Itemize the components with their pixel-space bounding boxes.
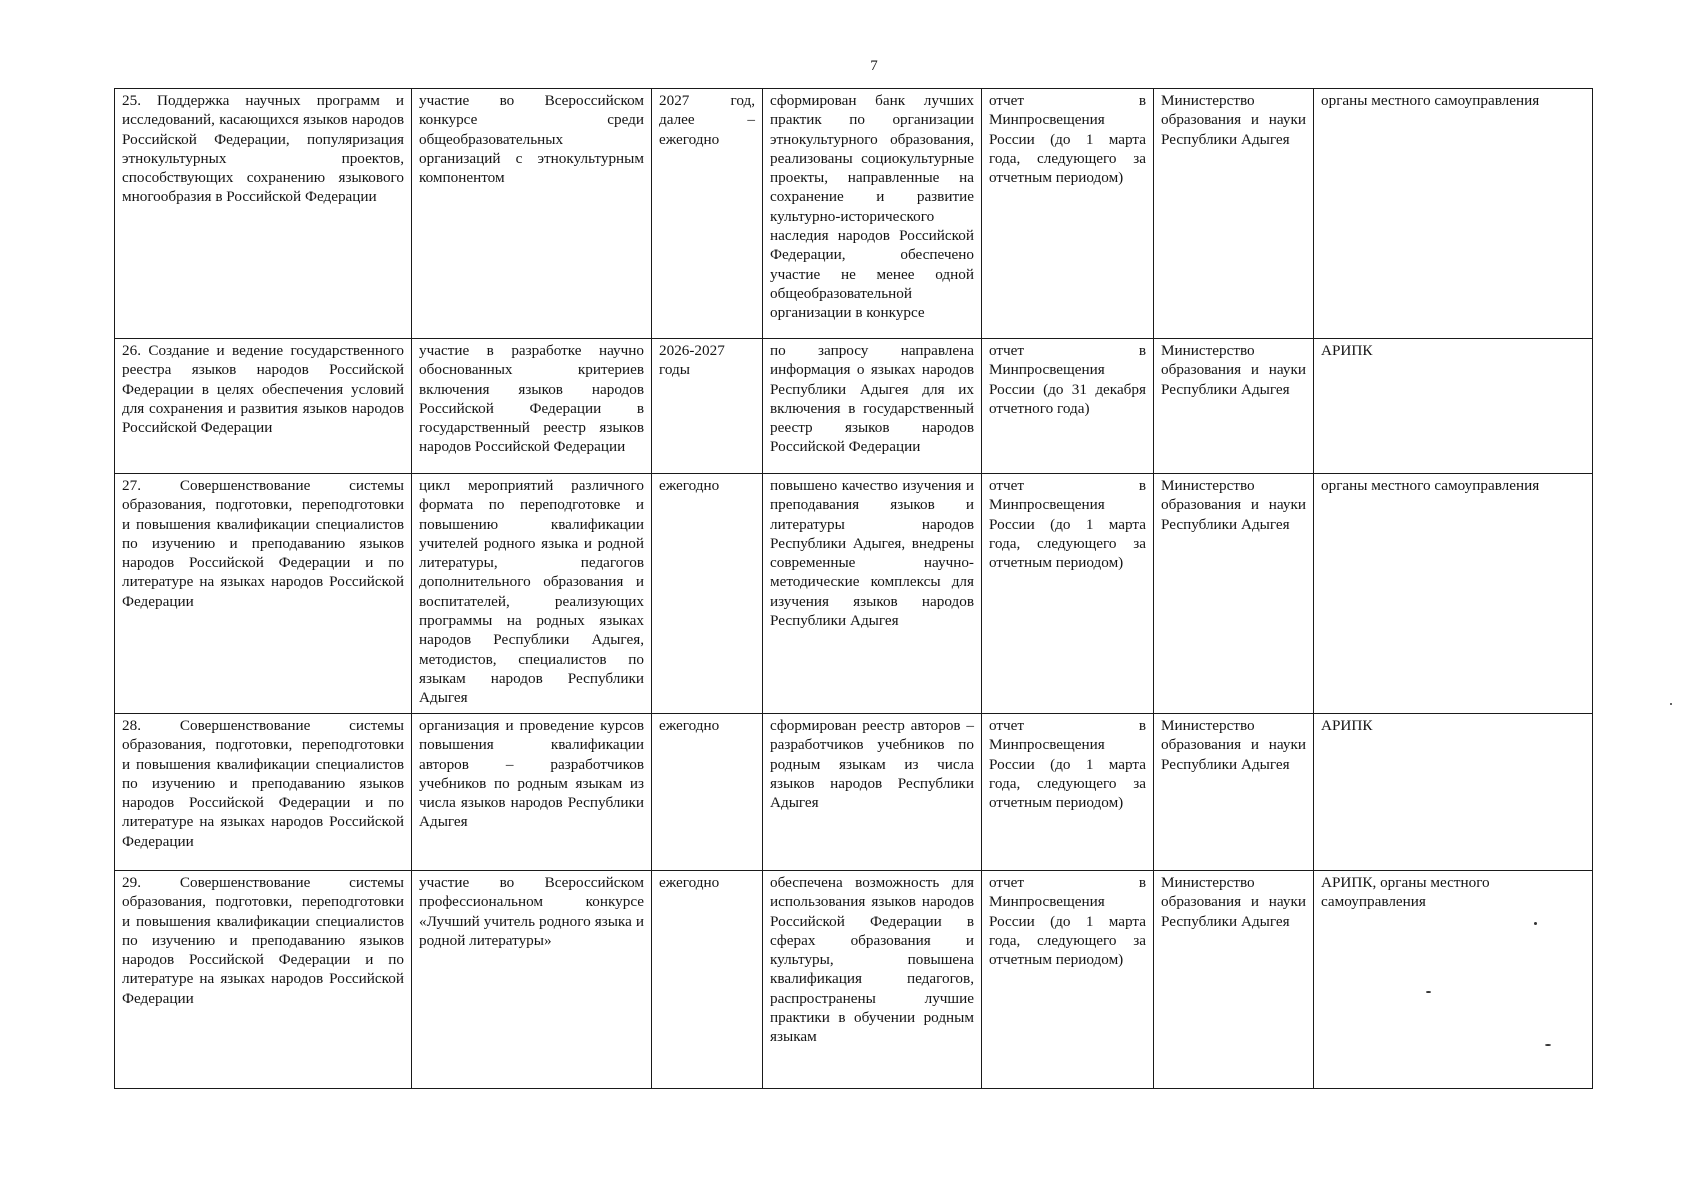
responsible-cell: Министерство образования и науки Республики Адыгея [1154,89,1314,339]
scan-speck [1670,703,1672,705]
table-row [115,339,1593,474]
activity-cell: цикл мероприятий различного формата по переподготовке и повышению квалификации учителей родного языка и родной литературы, педагогов дополнительного образования и воспитателей, реализующих программы на родных языках народов Республики Адыгея, методистов, специалистов по языкам народов Республики Адыгея [412,474,652,714]
measures-table [114,88,1593,1089]
result-cell: по запросу направлена информация о языках народов Республики Адыгея для их включения в государственный реестр языков народов Российской Федерации [763,339,982,474]
page-number: 7 [870,58,878,74]
responsible-cell: Министерство образования и науки Республики Адыгея [1154,871,1314,1089]
coexecutors-cell: органы местного самоуправления [1314,89,1593,339]
period-cell: ежегодно [652,871,763,1089]
measure-cell: 29. Совершенствование системы образования, подготовки, переподготовки и повышения квалификации специалистов по изучению и преподаванию языков народов Российской Федерации и по литературе на языках народов Российской Федерации [115,871,412,1089]
report-cell: отчет в Минпросвещения России (до 1 марта года, следующего за отчетным периодом) [982,474,1154,714]
scan-speck [1534,922,1537,925]
report-cell: отчет в Минпросвещения России (до 1 марта года, следующего за отчетным периодом) [982,89,1154,339]
result-cell: сформирован банк лучших практик по организации этнокультурного образования, реализованы социокультурные проекты, направленные на сохранение и развитие культурно-исторического наследия народов Российской Федерации, обеспечено участие не менее одной общеобразовательной организации в конкурсе [763,89,982,339]
period-cell: ежегодно [652,714,763,871]
result-cell: сформирован реестр авторов – разработчиков учебников по родным языкам из числа языков народов Республики Адыгея [763,714,982,871]
coexecutors-cell: органы местного самоуправления [1314,474,1593,714]
scan-speck [1545,1044,1551,1046]
report-cell: отчет в Минпросвещения России (до 1 марта года, следующего за отчетным периодом) [982,871,1154,1089]
report-cell: отчет в Минпросвещения России (до 31 декабря отчетного года) [982,339,1154,474]
coexecutors-cell: АРИПК, органы местного самоуправления [1314,871,1593,1089]
responsible-cell: Министерство образования и науки Республики Адыгея [1154,474,1314,714]
period-cell: ежегодно [652,474,763,714]
period-cell: 2027 год, далее – ежегодно [652,89,763,339]
table-row [115,871,1593,1089]
result-cell: повышено качество изучения и преподавания языков и литературы народов Республики Адыгея, внедрены современные научно-методические комплексы для изучения языков народов Республики Адыгея [763,474,982,714]
activity-cell: участие во Всероссийском профессиональном конкурсе «Лучший учитель родного языка и родной литературы» [412,871,652,1089]
report-cell: отчет в Минпросвещения России (до 1 марта года, следующего за отчетным периодом) [982,714,1154,871]
responsible-cell: Министерство образования и науки Республики Адыгея [1154,339,1314,474]
activity-cell: участие во Всероссийском конкурсе среди общеобразовательных организаций с этнокультурным компонентом [412,89,652,339]
table-row [115,714,1593,871]
responsible-cell: Министерство образования и науки Республики Адыгея [1154,714,1314,871]
table-row [115,89,1593,339]
table-row [115,474,1593,714]
activity-cell: участие в разработке научно обоснованных критериев включения языков народов Российской Федерации в государственный реестр языков народов Российской Федерации [412,339,652,474]
period-cell: 2026-2027 годы [652,339,763,474]
result-cell: обеспечена возможность для использования языков народов Российской Федерации в сферах образования и культуры, повышена квалификация педагогов, распространены лучшие практики в обучении родным языкам [763,871,982,1089]
measure-cell: 28. Совершенствование системы образования, подготовки, переподготовки и повышения квалификации специалистов по изучению и преподаванию языков народов Российской Федерации и по литературе на языках народов Российской Федерации [115,714,412,871]
measure-cell: 25. Поддержка научных программ и исследований, касающихся языков народов Российской Федерации, популяризация этнокультурных проектов, способствующих сохранению языкового многообразия в Российской Федерации [115,89,412,339]
measure-cell: 26. Создание и ведение государственного реестра языков народов Российской Федерации в целях обеспечения условий для сохранения и развития языков народов Российской Федерации [115,339,412,474]
measure-cell: 27. Совершенствование системы образования, подготовки, переподготовки и повышения квалификации специалистов по изучению и преподаванию языков народов Российской Федерации и по литературе на языках народов Российской Федерации [115,474,412,714]
coexecutors-cell: АРИПК [1314,339,1593,474]
coexecutors-cell: АРИПК [1314,714,1593,871]
activity-cell: организация и проведение курсов повышения квалификации авторов – разработчиков учебников по родным языкам из числа языков народов Республики Адыгея [412,714,652,871]
scan-speck [1426,991,1431,993]
